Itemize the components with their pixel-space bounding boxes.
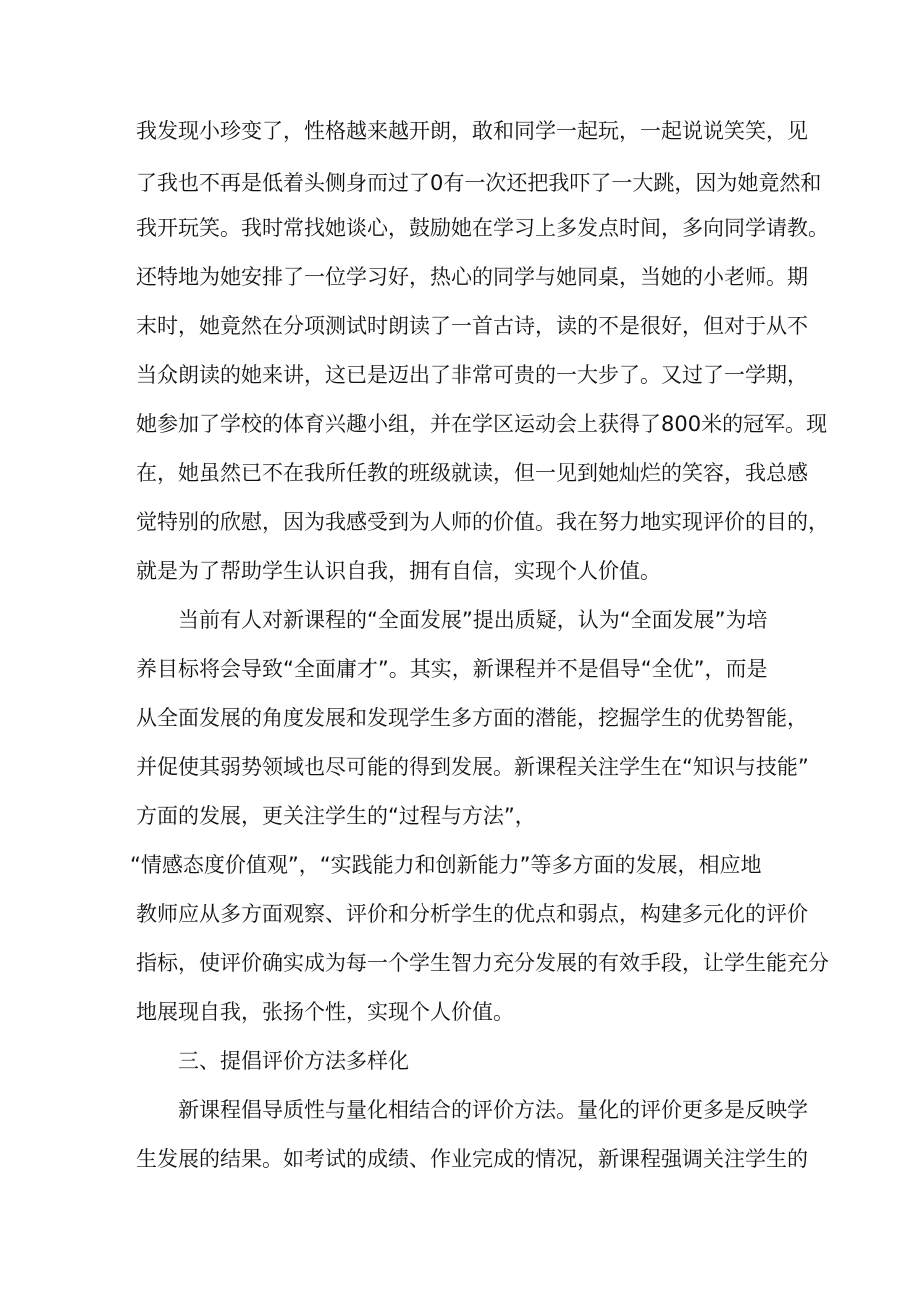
text-line: 我发现小珍变了，性格越来越开朗，敢和同学一起玩，一起说说笑笑，见: [136, 119, 808, 143]
text-line: 教师应从多方面观察、评价和分析学生的优点和弱点，构建多元化的评价: [136, 902, 808, 926]
text-line: 方面的发展，更关注学生的“过程与方法”，: [136, 804, 536, 828]
text-line: “情感态度价值观”，“实践能力和创新能力”等多方面的发展，相应地: [130, 853, 762, 877]
text-line: 她参加了学校的体育兴趣小组，并在学区运动会上获得了800米的冠军。现: [136, 412, 828, 436]
paragraph-first-line: 新课程倡导质性与量化相结合的评价方法。量化的评价更多是反映学: [178, 1098, 808, 1122]
text-line: 觉特别的欣慰，因为我感受到为人师的价值。我在努力地实现评价的目的，: [136, 510, 829, 534]
text-line: 指标，使评价确实成为每一个学生智力充分发展的有效手段，让学生能充分: [136, 951, 829, 975]
text-line: 还特地为她安排了一位学习好，热心的同学与她同桌，当她的小老师。期: [136, 265, 808, 289]
text-line: 在，她虽然已不在我所任教的班级就读，但一见到她灿烂的笑容，我总感: [136, 461, 808, 485]
section-heading: 三、提倡评价方法多样化: [178, 1049, 409, 1073]
text-line: 我开玩笑。我时常找她谈心，鼓励她在学习上多发点时间，多向同学请教。: [136, 216, 829, 240]
text-line: 当众朗读的她来讲，这已是迈出了非常可贵的一大步了。又过了一学期，: [136, 363, 808, 387]
text-line: 末时，她竟然在分项测试时朗读了一首古诗，读的不是很好，但对于从不: [136, 314, 808, 338]
text-line: 从全面发展的角度发展和发现学生多方面的潜能，挖掘学生的优势智能，: [136, 706, 808, 730]
text-line: 并促使其弱势领域也尽可能的得到发展。新课程关注学生在“知识与技能”: [136, 755, 809, 779]
text-line: 地展现自我，张扬个性，实现个人价值。: [136, 1000, 514, 1024]
text-line: 生发展的结果。如考试的成绩、作业完成的情况，新课程强调关注学生的: [136, 1147, 808, 1171]
text-line: 养目标将会导致“全面庸才”。其实，新课程并不是倡导“全优”，而是: [136, 657, 768, 681]
text-line: 了我也不再是低着头侧身而过了0有一次还把我吓了一大跳，因为她竟然和: [136, 171, 822, 195]
text-line: 就是为了帮助学生认识自我，拥有自信，实现个人价值。: [136, 559, 661, 583]
paragraph-first-line: 当前有人对新课程的“全面发展”提出质疑，认为“全面发展”为培: [178, 608, 768, 632]
